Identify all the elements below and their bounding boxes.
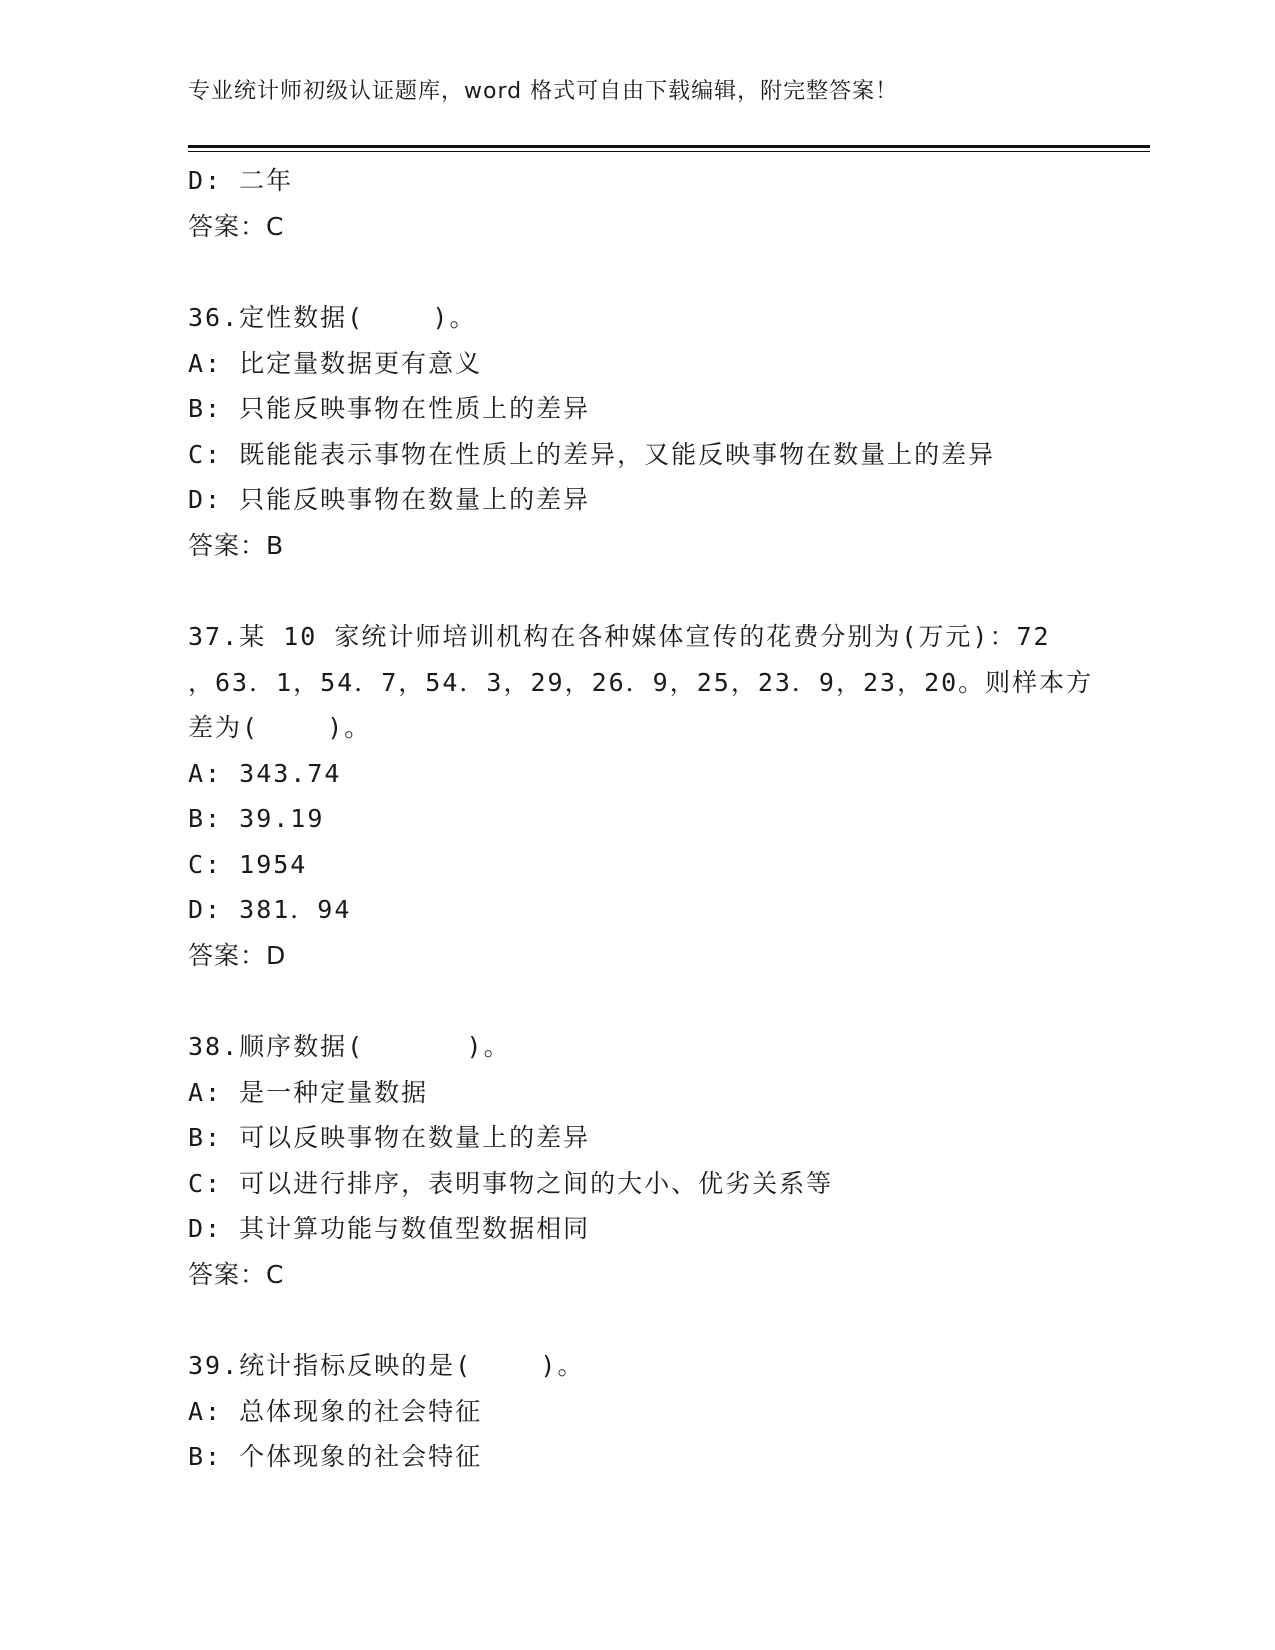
- question-stem-line-2: ，63．1，54．7，54．3，29，26．9，25，23．9，23，20。则样本方: [188, 667, 1094, 697]
- option-a: A: 比定量数据更有意义: [188, 348, 483, 378]
- question-37: [188, 614, 1094, 978]
- answer: 答案：B: [188, 530, 285, 560]
- option-a: A: 总体现象的社会特征: [188, 1396, 483, 1426]
- question-stem-line-1: 37.某 10 家统计师培训机构在各种媒体宣传的花费分别为(万元)：72: [188, 622, 1051, 651]
- option-b: B: 个体现象的社会特征: [188, 1442, 483, 1471]
- page-header-note: 专业统计师初级认证题库，word 格式可自由下载编辑，附完整答案！: [188, 79, 899, 104]
- question-stem: 38.顺序数据( )。: [188, 1032, 511, 1061]
- option-b: B: 只能反映事物在性质上的差异: [188, 394, 591, 423]
- question-stem: 39.统计指标反映的是( )。: [188, 1351, 585, 1380]
- question-stem-line-3: 差为( )。: [188, 713, 372, 742]
- document-body: [188, 158, 1094, 1480]
- option-c: C: 既能能表示事物在性质上的差异，又能反映事物在数量上的差异: [188, 439, 996, 469]
- question-36: [188, 295, 1088, 568]
- option-d: D: 只能反映事物在数量上的差异: [188, 485, 591, 514]
- option-a: A: 343.74: [188, 758, 342, 788]
- question-35-option-d: D: 二年: [188, 166, 294, 195]
- question-35-answer: 答案：C: [188, 211, 285, 241]
- question-38: [188, 1024, 1088, 1297]
- option-a: A: 是一种定量数据: [188, 1077, 429, 1107]
- option-b: B: 39.19: [188, 804, 325, 833]
- option-c: C: 可以进行排序，表明事物之间的大小、优劣关系等: [188, 1168, 834, 1198]
- header-rule-thin: [188, 151, 1150, 152]
- option-b: B: 可以反映事物在数量上的差异: [188, 1123, 591, 1152]
- question-39: [188, 1343, 1088, 1480]
- option-d: D: 381．94: [188, 895, 352, 924]
- answer: 答案：D: [188, 940, 287, 970]
- header-rule-thick: [188, 145, 1150, 148]
- option-d: D: 其计算功能与数值型数据相同: [188, 1214, 591, 1243]
- answer: 答案：C: [188, 1259, 285, 1289]
- question-stem: 36.定性数据( )。: [188, 303, 477, 332]
- option-c: C: 1954: [188, 849, 308, 879]
